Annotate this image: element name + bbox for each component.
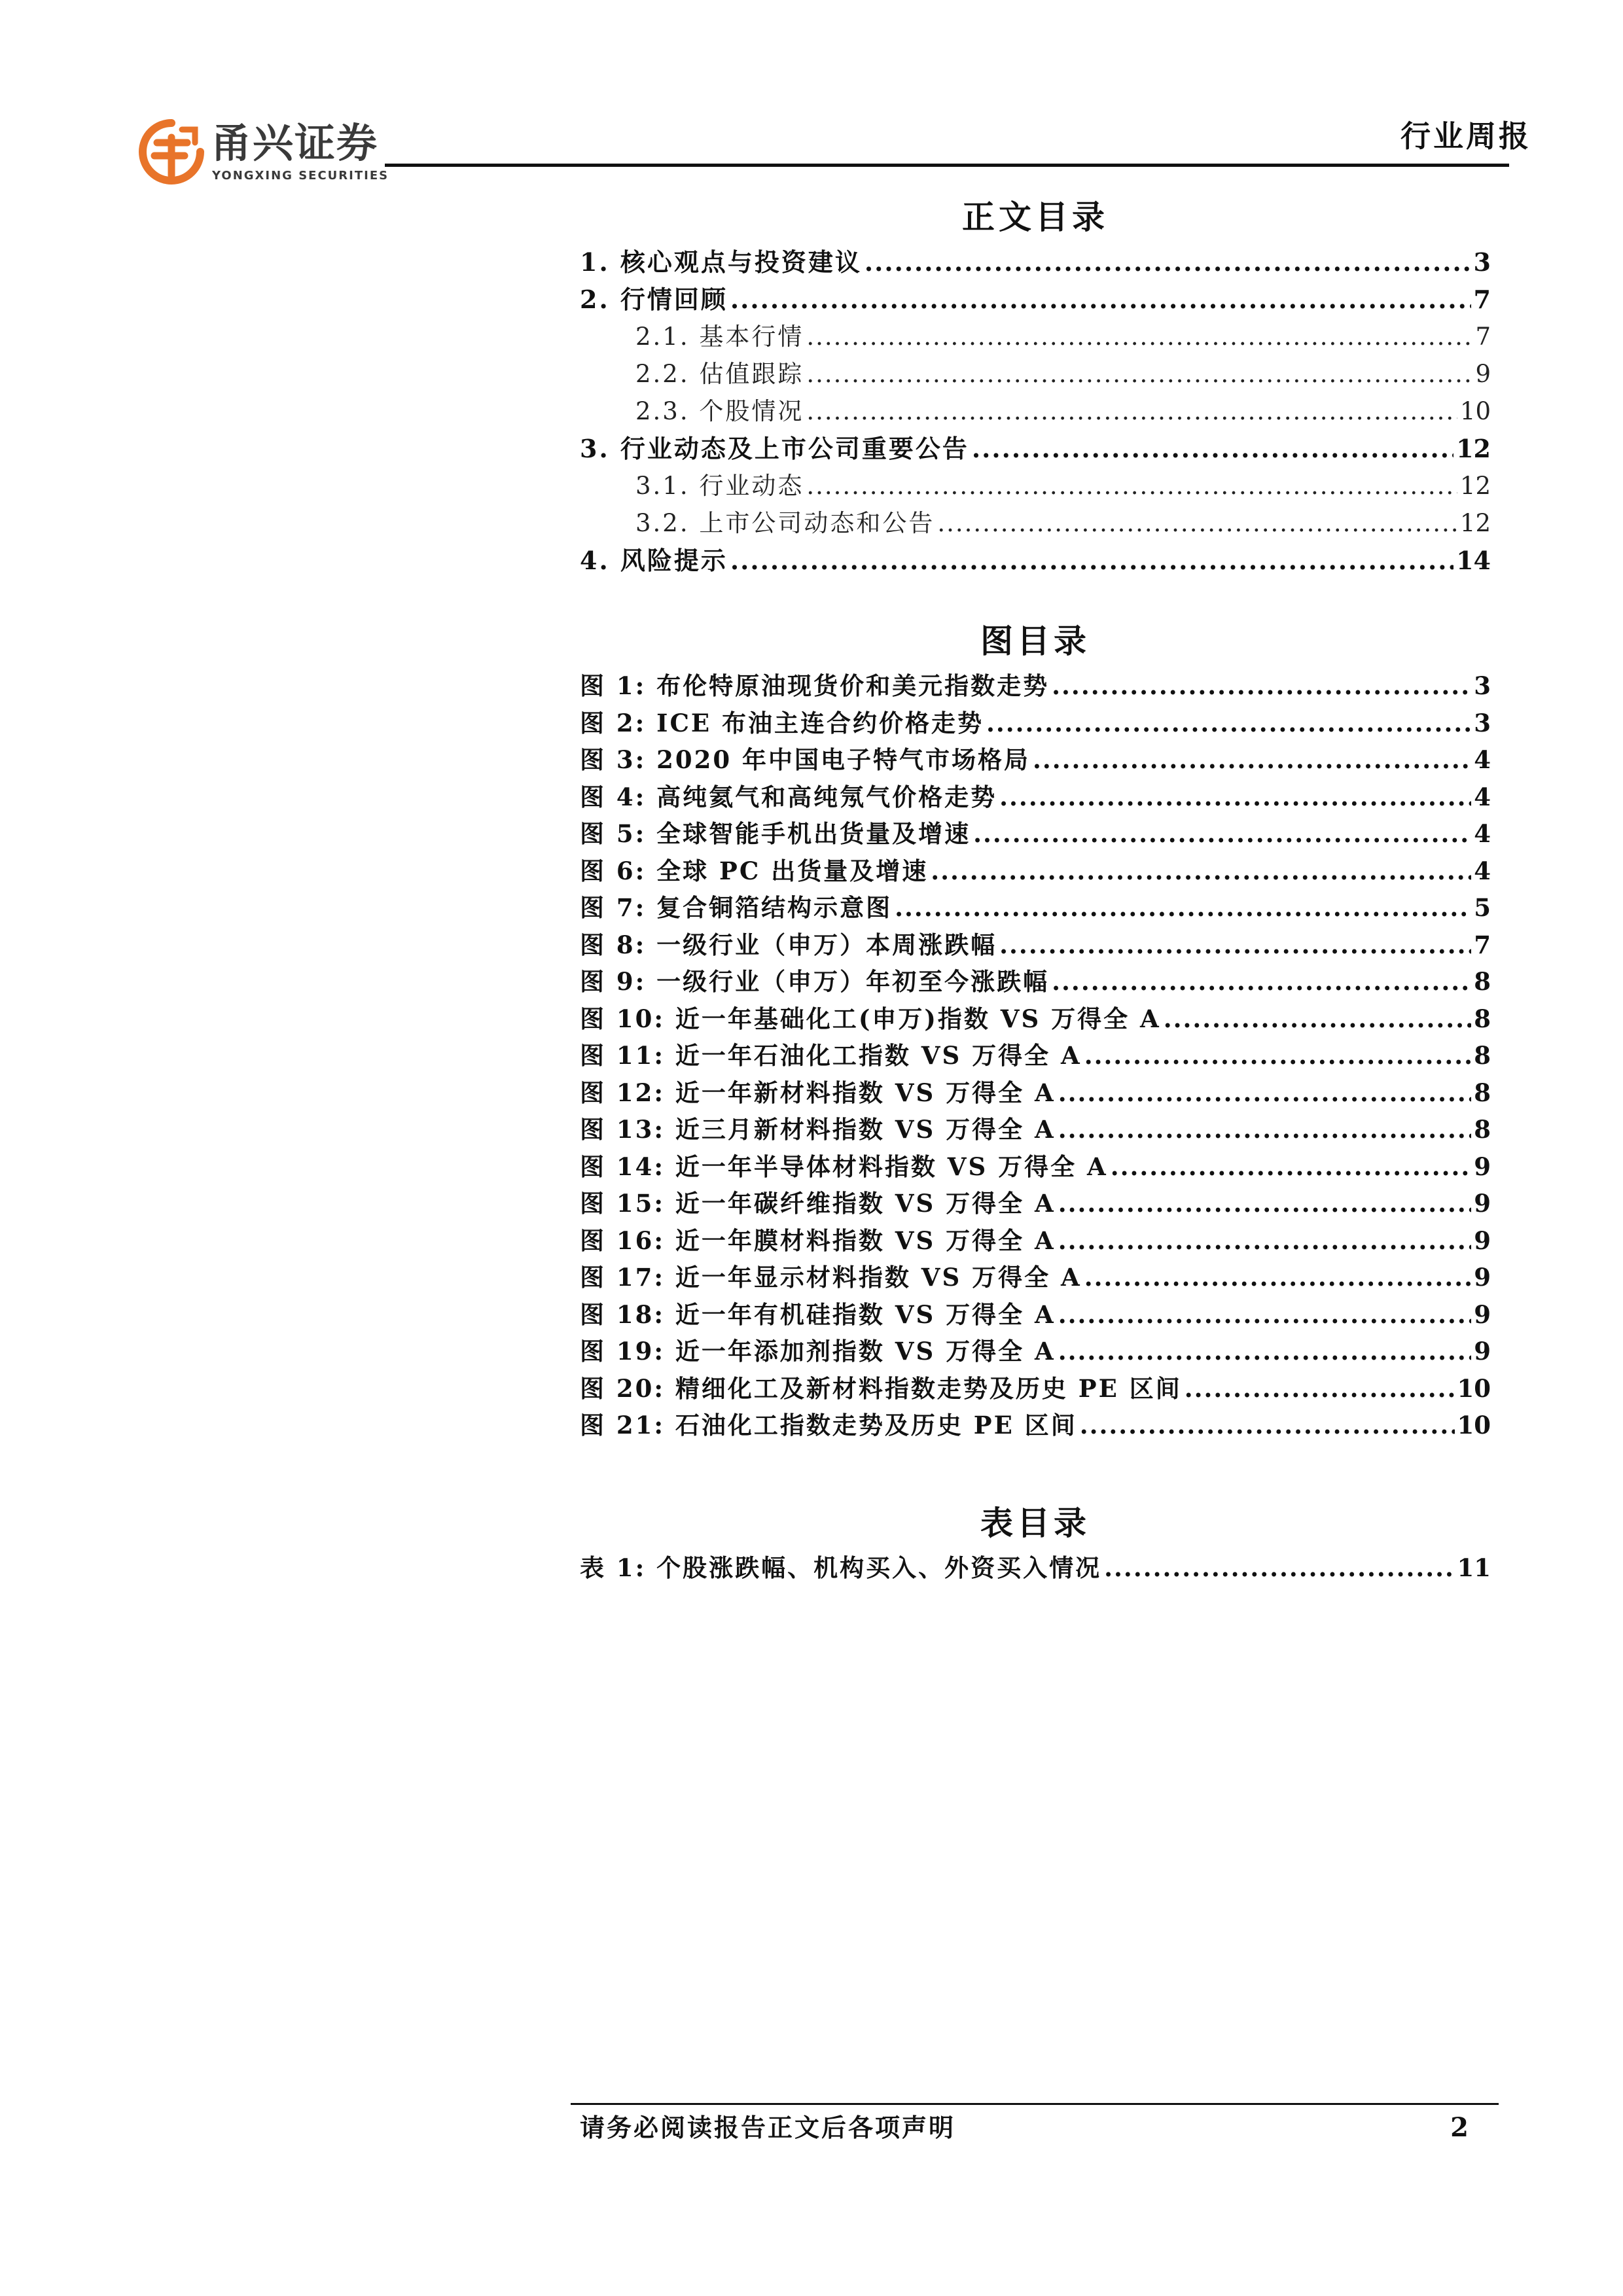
toc-entry-label: 图 4: 高纯氦气和高纯氖气价格走势 bbox=[580, 782, 997, 811]
toc-entry-label: 4. 风险提示 bbox=[580, 546, 728, 575]
toc-entry-label: 图 5: 全球智能手机出货量及增速 bbox=[580, 819, 971, 848]
dot-leader bbox=[931, 853, 1471, 890]
toc-entry-label: 图 6: 全球 PC 出货量及增速 bbox=[580, 856, 929, 885]
toc-section-entry[interactable] bbox=[580, 430, 1491, 467]
toc-figure-entry[interactable] bbox=[580, 705, 1491, 742]
toc-entry-page: 12 bbox=[1459, 509, 1491, 537]
toc-entry-label: 图 16: 近一年膜材料指数 VS 万得全 A bbox=[580, 1226, 1056, 1255]
toc-entry-label: 图 2: ICE 布油主连合约价格走势 bbox=[580, 708, 984, 737]
toc-entry-page: 4 bbox=[1474, 745, 1491, 774]
dot-leader bbox=[730, 542, 1454, 579]
dot-leader bbox=[1185, 1370, 1455, 1407]
toc-entry-label: 图 17: 近一年显示材料指数 VS 万得全 A bbox=[580, 1263, 1082, 1292]
toc-entry-page: 14 bbox=[1456, 546, 1491, 575]
logo-chinese-name: 甬兴证券 bbox=[211, 119, 379, 167]
toc-table-entry[interactable] bbox=[580, 1549, 1491, 1587]
toc-figures-list bbox=[580, 667, 1491, 1444]
toc-entry-label: 图 20: 精细化工及新材料指数走势及历史 PE 区间 bbox=[580, 1373, 1182, 1403]
toc-subsection-entry[interactable] bbox=[580, 393, 1491, 430]
page-number: 2 bbox=[1450, 2112, 1469, 2143]
toc-entry-page: 8 bbox=[1474, 1115, 1491, 1144]
dot-leader bbox=[806, 393, 1457, 430]
dot-leader bbox=[937, 504, 1457, 542]
toc-figure-entry[interactable] bbox=[580, 741, 1491, 779]
toc-entry-label: 图 13: 近三月新材料指数 VS 万得全 A bbox=[580, 1115, 1056, 1144]
yongxing-logo-icon bbox=[139, 119, 204, 185]
toc-section-entry[interactable] bbox=[580, 542, 1491, 579]
toc-entry-label: 3.1. 行业动态 bbox=[635, 472, 804, 500]
toc-entry-page: 12 bbox=[1459, 472, 1491, 500]
dot-leader bbox=[865, 243, 1471, 281]
toc-figure-entry[interactable] bbox=[580, 889, 1491, 927]
toc-section-entry[interactable] bbox=[580, 281, 1491, 318]
toc-figure-entry[interactable] bbox=[580, 667, 1491, 705]
toc-entry-page: 8 bbox=[1474, 967, 1491, 996]
toc-subsection-entry[interactable] bbox=[580, 467, 1491, 504]
toc-entry-label: 2. 行情回顾 bbox=[580, 285, 728, 314]
toc-subsection-entry[interactable] bbox=[580, 355, 1491, 393]
toc-entry-label: 图 21: 石油化工指数走势及历史 PE 区间 bbox=[580, 1411, 1077, 1439]
dot-leader bbox=[999, 779, 1471, 816]
toc-entry-label: 2.2. 估值跟踪 bbox=[635, 360, 804, 388]
toc-entry-page: 8 bbox=[1474, 1004, 1491, 1033]
toc-subsection-entry[interactable] bbox=[580, 318, 1491, 355]
toc-entry-page: 4 bbox=[1474, 782, 1491, 811]
toc-figure-entry[interactable] bbox=[580, 853, 1491, 890]
toc-entry-page: 10 bbox=[1457, 1373, 1491, 1403]
dot-leader bbox=[1164, 1000, 1472, 1038]
header-divider bbox=[385, 164, 1509, 167]
toc-entry-page: 9 bbox=[1474, 1189, 1491, 1218]
dot-leader bbox=[806, 467, 1457, 504]
dot-leader bbox=[973, 815, 1471, 853]
toc-figure-entry[interactable] bbox=[580, 1296, 1491, 1333]
toc-entry-page: 8 bbox=[1474, 1041, 1491, 1070]
dot-leader bbox=[895, 889, 1471, 927]
toc-subsection-entry[interactable] bbox=[580, 504, 1491, 542]
toc-entry-label: 2.1. 基本行情 bbox=[635, 323, 804, 351]
toc-entry-page: 5 bbox=[1474, 893, 1491, 922]
dot-leader bbox=[1033, 741, 1471, 779]
dot-leader bbox=[1058, 1111, 1472, 1148]
toc-entry-label: 图 18: 近一年有机硅指数 VS 万得全 A bbox=[580, 1299, 1056, 1329]
toc-entry-page: 4 bbox=[1474, 856, 1491, 885]
toc-figure-entry[interactable] bbox=[580, 1407, 1491, 1444]
toc-figures-title: 图目录 bbox=[980, 622, 1090, 660]
toc-figure-entry[interactable] bbox=[580, 779, 1491, 816]
toc-entry-page: 7 bbox=[1474, 930, 1491, 959]
toc-tables-title: 表目录 bbox=[980, 1504, 1090, 1542]
toc-main-section bbox=[580, 194, 1491, 579]
toc-entry-label: 图 1: 布伦特原油现货价和美元指数走势 bbox=[580, 671, 1050, 700]
toc-main-list bbox=[580, 243, 1491, 579]
toc-entry-label: 图 12: 近一年新材料指数 VS 万得全 A bbox=[580, 1078, 1056, 1107]
toc-main-title: 正文目录 bbox=[962, 198, 1109, 236]
dot-leader bbox=[1058, 1074, 1472, 1112]
dot-leader bbox=[730, 281, 1471, 318]
dot-leader bbox=[1058, 1222, 1472, 1260]
toc-entry-page: 3 bbox=[1474, 708, 1491, 737]
toc-entry-label: 1. 核心观点与投资建议 bbox=[580, 247, 862, 277]
dot-leader bbox=[1111, 1148, 1472, 1186]
toc-figure-entry[interactable] bbox=[580, 927, 1491, 964]
toc-entry-label: 图 14: 近一年半导体材料指数 VS 万得全 A bbox=[580, 1152, 1108, 1181]
report-type-label: 行业周报 bbox=[1400, 118, 1531, 154]
toc-figure-entry[interactable] bbox=[580, 1037, 1491, 1074]
toc-entry-page: 3 bbox=[1473, 247, 1491, 277]
toc-entry-page: 7 bbox=[1473, 285, 1491, 314]
dot-leader bbox=[1058, 1185, 1472, 1222]
footer-divider bbox=[571, 2103, 1499, 2105]
dot-leader bbox=[999, 927, 1471, 964]
toc-entry-page: 7 bbox=[1475, 323, 1491, 351]
dot-leader bbox=[972, 430, 1454, 467]
dot-leader bbox=[1058, 1296, 1472, 1333]
footer-disclaimer: 请务必阅读报告正文后各项声明 bbox=[580, 2113, 956, 2142]
dot-leader bbox=[806, 318, 1472, 355]
dot-leader bbox=[986, 705, 1471, 742]
toc-entry-page: 9 bbox=[1474, 1152, 1491, 1181]
toc-entry-page: 12 bbox=[1456, 434, 1491, 463]
dot-leader bbox=[1084, 1037, 1472, 1074]
toc-entry-page: 9 bbox=[1474, 1226, 1491, 1255]
dot-leader bbox=[1052, 963, 1471, 1000]
dot-leader bbox=[1052, 667, 1471, 705]
toc-entry-label: 图 11: 近一年石油化工指数 VS 万得全 A bbox=[580, 1041, 1082, 1070]
toc-entry-page: 3 bbox=[1474, 671, 1491, 700]
toc-figure-entry[interactable] bbox=[580, 1000, 1491, 1038]
toc-figure-entry[interactable] bbox=[580, 1222, 1491, 1260]
toc-tables-section bbox=[580, 1500, 1491, 1587]
dot-leader bbox=[1058, 1333, 1472, 1370]
toc-entry-page: 9 bbox=[1475, 360, 1491, 388]
toc-figures-section bbox=[580, 618, 1491, 1444]
toc-figure-entry[interactable] bbox=[580, 1370, 1491, 1407]
toc-section-entry[interactable] bbox=[580, 243, 1491, 281]
toc-entry-page: 9 bbox=[1474, 1263, 1491, 1292]
toc-entry-label: 表 1: 个股涨跌幅、机构买入、外资买入情况 bbox=[580, 1553, 1102, 1582]
toc-figure-entry[interactable] bbox=[580, 1074, 1491, 1112]
toc-entry-label: 图 15: 近一年碳纤维指数 VS 万得全 A bbox=[580, 1189, 1056, 1218]
toc-entry-page: 9 bbox=[1474, 1337, 1491, 1366]
toc-tables-list bbox=[580, 1549, 1491, 1587]
toc-figure-entry[interactable] bbox=[580, 1333, 1491, 1370]
toc-figure-entry[interactable] bbox=[580, 1185, 1491, 1222]
toc-entry-label: 2.3. 个股情况 bbox=[635, 397, 804, 425]
toc-entry-label: 3.2. 上市公司动态和公告 bbox=[635, 509, 935, 537]
toc-entry-page: 8 bbox=[1474, 1078, 1491, 1107]
toc-entry-page: 9 bbox=[1474, 1299, 1491, 1329]
dot-leader bbox=[1104, 1549, 1454, 1587]
toc-entry-label: 图 9: 一级行业（申万）年初至今涨跌幅 bbox=[580, 967, 1050, 996]
toc-entry-page: 10 bbox=[1457, 1411, 1491, 1439]
toc-entry-label: 图 19: 近一年添加剂指数 VS 万得全 A bbox=[580, 1337, 1056, 1366]
toc-figure-entry[interactable] bbox=[580, 1259, 1491, 1296]
toc-figure-entry[interactable] bbox=[580, 815, 1491, 853]
toc-entry-page: 11 bbox=[1457, 1553, 1491, 1582]
toc-entry-label: 图 3: 2020 年中国电子特气市场格局 bbox=[580, 745, 1031, 774]
dot-leader bbox=[1080, 1407, 1455, 1444]
dot-leader bbox=[1084, 1259, 1472, 1296]
toc-entry-label: 图 8: 一级行业（申万）本周涨跌幅 bbox=[580, 930, 997, 959]
dot-leader bbox=[806, 355, 1472, 393]
toc-figure-entry[interactable] bbox=[580, 1148, 1491, 1186]
toc-entry-page: 4 bbox=[1474, 819, 1491, 848]
toc-entry-label: 图 10: 近一年基础化工(申万)指数 VS 万得全 A bbox=[580, 1004, 1161, 1033]
company-logo bbox=[139, 116, 387, 188]
toc-entry-page: 10 bbox=[1459, 397, 1491, 425]
toc-entry-label: 图 7: 复合铜箔结构示意图 bbox=[580, 893, 893, 922]
logo-english-name: YONGXING SECURITIES bbox=[212, 169, 389, 183]
toc-entry-label: 3. 行业动态及上市公司重要公告 bbox=[580, 434, 969, 463]
toc-figure-entry[interactable] bbox=[580, 1111, 1491, 1148]
toc-figure-entry[interactable] bbox=[580, 963, 1491, 1000]
